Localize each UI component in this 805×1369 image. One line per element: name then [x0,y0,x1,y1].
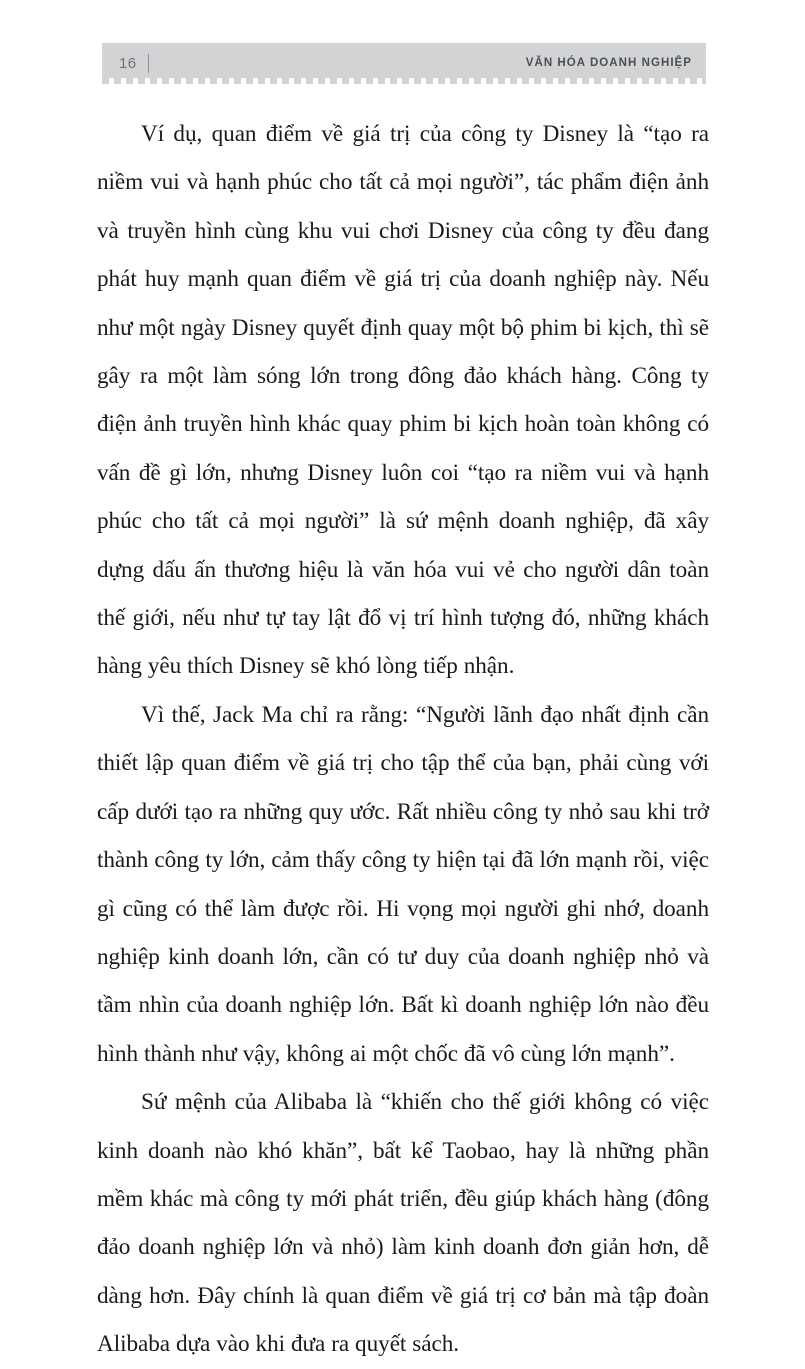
header-page-marker [119,54,149,73]
page-body [97,110,709,1369]
header-scallop-divider [102,78,706,84]
page-number: 16 [119,55,137,72]
paragraph: Vì thế, Jack Ma chỉ ra rằng: “Người lãnh đạo nhất định cần thiết lập quan điểm về giá trị cho tập thể của bạn, phải cùng với cấp dưới tạo ra những quy ước. Rất nhiều công ty nhỏ sau khi trở thành công ty lớn, cảm thấy công ty hiện tại đã lớn mạnh rồi, việc gì cũng có thể làm được rồi. Hi vọng mọi người ghi nhớ, doanh nghiệp kinh doanh lớn, cần có tư duy của doanh nghiệp nhỏ và tầm nhìn của doanh nghiệp lớn. Bất kì doanh nghiệp lớn nào đều hình thành như vậy, không ai một chốc đã vô cùng lớn mạnh”. [97,701,709,1067]
paragraph: Ví dụ, quan điểm về giá trị của công ty Disney là “tạo ra niềm vui và hạnh phúc cho tất cả mọi người”, tác phẩm điện ảnh và truyền hình cùng khu vui chơi Disney của công ty đều đang phát huy mạnh quan điểm về giá trị của doanh nghiệp này. Nếu như một ngày Disney quyết định quay một bộ phim bi kịch, thì sẽ gây ra một làm sóng lớn trong đông đảo khách hàng. Công ty điện ảnh truyền hình khác quay phim bi kịch hoàn toàn không có vấn đề gì lớn, nhưng Disney luôn coi “tạo ra niềm vui và hạnh phúc cho tất cả mọi người” là sứ mệnh doanh nghiệp, đã xây dựng dấu ấn thương hiệu là văn hóa vui vẻ cho người dân toàn thế giới, nếu như tự tay lật đổ vị trí hình tượng đó, những khách hàng yêu thích Disney sẽ khó lòng tiếp nhận. [97,121,709,680]
header-divider-icon [148,54,149,73]
paragraph: Sứ mệnh của Alibaba là “khiến cho thế giới không có việc kinh doanh nào khó khăn”, bất kể Taobao, hay là những phần mềm khác mà công ty mới phát triển, đều giúp khách hàng (đông đảo doanh nghiệp lớn và nhỏ) làm kinh doanh đơn giản hơn, dễ dàng hơn. Đây chính là quan điểm về giá trị cơ bản mà tập đoàn Alibaba dựa vào khi đưa ra quyết sách. [97,1089,709,1358]
book-title: VĂN HÓA DOANH NGHIỆP [525,56,692,69]
